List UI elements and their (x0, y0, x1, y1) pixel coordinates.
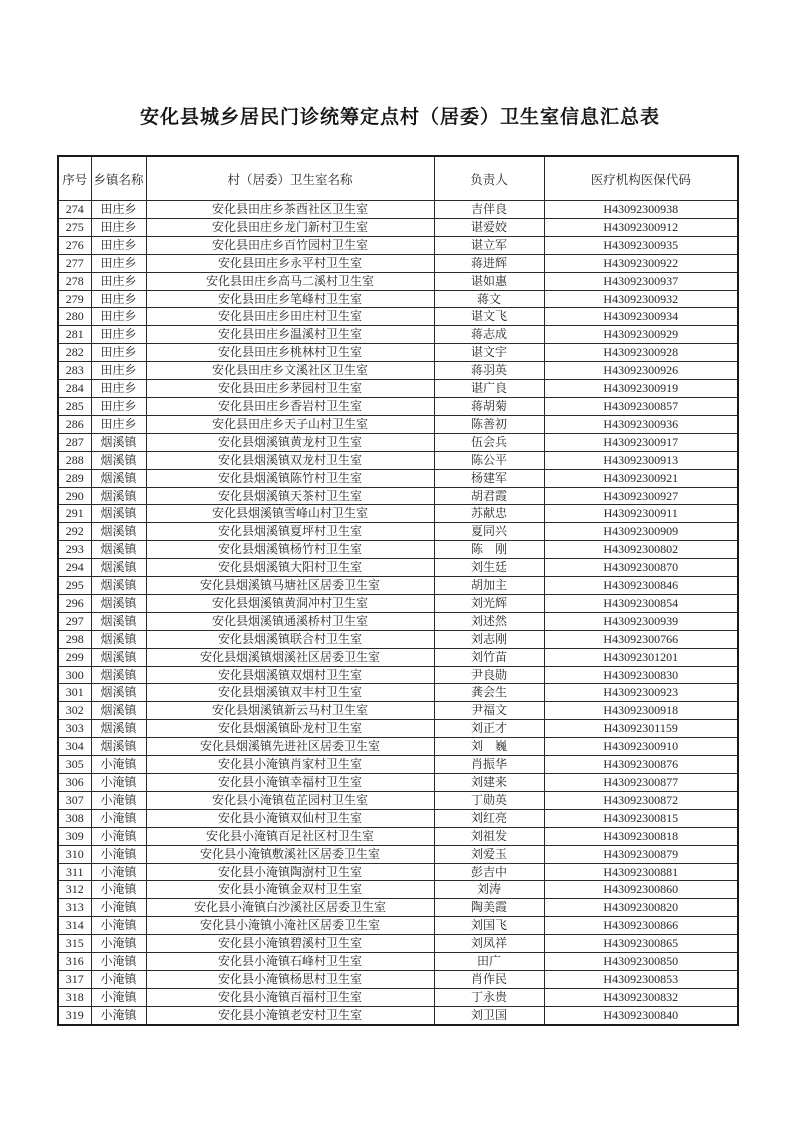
cell-person: 谌立军 (434, 236, 544, 254)
cell-clinic-name: 安化县田庄乡文溪社区卫生室 (146, 362, 434, 380)
cell-town: 田庄乡 (91, 290, 146, 308)
cell-town: 烟溪镇 (91, 666, 146, 684)
table-row (58, 702, 738, 720)
cell-insurance-code: H43092301159 (544, 720, 738, 738)
cell-clinic-name: 安化县小淹镇金双村卫生室 (146, 881, 434, 899)
table-row (58, 738, 738, 756)
table-row (58, 559, 738, 577)
cell-index: 303 (58, 720, 91, 738)
table-row (58, 308, 738, 326)
cell-town: 烟溪镇 (91, 577, 146, 595)
cell-insurance-code: H43092300865 (544, 935, 738, 953)
cell-index: 285 (58, 397, 91, 415)
cell-clinic-name: 安化县小淹镇石峰村卫生室 (146, 953, 434, 971)
table-row (58, 290, 738, 308)
table-row (58, 523, 738, 541)
cell-clinic-name: 安化县田庄乡温溪村卫生室 (146, 326, 434, 344)
cell-person: 夏同兴 (434, 523, 544, 541)
cell-index: 318 (58, 988, 91, 1006)
cell-clinic-name: 安化县烟溪镇联合村卫生室 (146, 630, 434, 648)
cell-clinic-name: 安化县小淹镇肖家村卫生室 (146, 756, 434, 774)
table-row (58, 433, 738, 451)
cell-index: 278 (58, 272, 91, 290)
cell-person: 刘爱玉 (434, 845, 544, 863)
cell-town: 田庄乡 (91, 254, 146, 272)
cell-town: 烟溪镇 (91, 612, 146, 630)
table-row (58, 953, 738, 971)
table-row (58, 630, 738, 648)
cell-insurance-code: H43092300881 (544, 863, 738, 881)
cell-clinic-name: 安化县烟溪镇天茶村卫生室 (146, 487, 434, 505)
cell-index: 309 (58, 827, 91, 845)
cell-person: 田广 (434, 953, 544, 971)
cell-person: 蒋志成 (434, 326, 544, 344)
cell-person: 刘红亮 (434, 809, 544, 827)
cell-town: 小淹镇 (91, 809, 146, 827)
cell-index: 296 (58, 594, 91, 612)
cell-index: 307 (58, 791, 91, 809)
column-header-index: 序号 (58, 156, 91, 201)
cell-index: 282 (58, 344, 91, 362)
table-row (58, 362, 738, 380)
cell-clinic-name: 安化县小淹镇杨思村卫生室 (146, 970, 434, 988)
cell-insurance-code: H43092300938 (544, 201, 738, 219)
cell-clinic-name: 安化县小淹镇百足社区村卫生室 (146, 827, 434, 845)
cell-clinic-name: 安化县田庄乡桃林村卫生室 (146, 344, 434, 362)
cell-insurance-code: H43092300927 (544, 487, 738, 505)
column-header-person: 负责人 (434, 156, 544, 201)
cell-index: 293 (58, 541, 91, 559)
cell-clinic-name: 安化县小淹镇小淹社区居委卫生室 (146, 917, 434, 935)
cell-insurance-code: H43092300911 (544, 505, 738, 523)
cell-clinic-name: 安化县田庄乡香岩村卫生室 (146, 397, 434, 415)
cell-insurance-code: H43092300934 (544, 308, 738, 326)
cell-index: 292 (58, 523, 91, 541)
cell-clinic-name: 安化县烟溪镇黄龙村卫生室 (146, 433, 434, 451)
cell-person: 谌爱姣 (434, 218, 544, 236)
cell-index: 290 (58, 487, 91, 505)
cell-clinic-name: 安化县烟溪镇夏坪村卫生室 (146, 523, 434, 541)
cell-insurance-code: H43092300876 (544, 756, 738, 774)
page-title: 安化县城乡居民门诊统筹定点村（居委）卫生室信息汇总表 (139, 107, 660, 128)
cell-town: 小淹镇 (91, 917, 146, 935)
column-header-insurance-code: 医疗机构医保代码 (544, 156, 738, 201)
cell-person: 蒋胡菊 (434, 397, 544, 415)
cell-town: 小淹镇 (91, 935, 146, 953)
table-row (58, 720, 738, 738)
cell-index: 315 (58, 935, 91, 953)
cell-index: 284 (58, 380, 91, 398)
cell-index: 276 (58, 236, 91, 254)
cell-town: 小淹镇 (91, 988, 146, 1006)
cell-town: 烟溪镇 (91, 451, 146, 469)
cell-town: 烟溪镇 (91, 594, 146, 612)
cell-insurance-code: H43092300932 (544, 290, 738, 308)
cell-insurance-code: H43092300854 (544, 594, 738, 612)
cell-index: 300 (58, 666, 91, 684)
cell-insurance-code: H43092300912 (544, 218, 738, 236)
table-row (58, 272, 738, 290)
cell-clinic-name: 安化县烟溪镇先进社区居委卫生室 (146, 738, 434, 756)
table-row (58, 809, 738, 827)
cell-clinic-name: 安化县田庄乡百竹园村卫生室 (146, 236, 434, 254)
table-row (58, 845, 738, 863)
cell-person: 谌文宇 (434, 344, 544, 362)
cell-clinic-name: 安化县小淹镇碧溪村卫生室 (146, 935, 434, 953)
table-row (58, 899, 738, 917)
cell-clinic-name: 安化县田庄乡龙门新村卫生室 (146, 218, 434, 236)
cell-town: 烟溪镇 (91, 523, 146, 541)
table-row (58, 326, 738, 344)
cell-person: 刘正才 (434, 720, 544, 738)
cell-person: 肖作民 (434, 970, 544, 988)
cell-clinic-name: 安化县烟溪镇大阳村卫生室 (146, 559, 434, 577)
table-row (58, 541, 738, 559)
cell-clinic-name: 安化县烟溪镇黄洞冲村卫生室 (146, 594, 434, 612)
cell-insurance-code: H43092300936 (544, 415, 738, 433)
cell-clinic-name: 安化县田庄乡茅园村卫生室 (146, 380, 434, 398)
cell-index: 306 (58, 774, 91, 792)
clinic-summary-table (57, 155, 739, 1026)
cell-clinic-name: 安化县烟溪镇陈竹村卫生室 (146, 469, 434, 487)
cell-town: 小淹镇 (91, 881, 146, 899)
cell-town: 田庄乡 (91, 415, 146, 433)
cell-person: 尹福文 (434, 702, 544, 720)
cell-insurance-code: H43092300913 (544, 451, 738, 469)
cell-town: 烟溪镇 (91, 684, 146, 702)
cell-insurance-code: H43092300850 (544, 953, 738, 971)
cell-index: 319 (58, 1006, 91, 1024)
cell-insurance-code: H43092300870 (544, 559, 738, 577)
table-row (58, 415, 738, 433)
cell-clinic-name: 安化县小淹镇白沙溪社区居委卫生室 (146, 899, 434, 917)
cell-town: 烟溪镇 (91, 702, 146, 720)
cell-clinic-name: 安化县烟溪镇新云马村卫生室 (146, 702, 434, 720)
cell-insurance-code: H43092300860 (544, 881, 738, 899)
cell-town: 田庄乡 (91, 272, 146, 290)
cell-person: 陈善初 (434, 415, 544, 433)
table-row (58, 397, 738, 415)
cell-town: 田庄乡 (91, 326, 146, 344)
cell-index: 295 (58, 577, 91, 595)
cell-person: 刘志刚 (434, 630, 544, 648)
cell-town: 小淹镇 (91, 1006, 146, 1024)
cell-insurance-code: H43092300929 (544, 326, 738, 344)
cell-person: 刘生廷 (434, 559, 544, 577)
table-row (58, 344, 738, 362)
table-row (58, 970, 738, 988)
cell-person: 吉伴良 (434, 201, 544, 219)
cell-person: 胡加主 (434, 577, 544, 595)
table-row (58, 505, 738, 523)
cell-person: 陶美霞 (434, 899, 544, 917)
cell-clinic-name: 安化县小淹镇百福村卫生室 (146, 988, 434, 1006)
cell-insurance-code: H43092300857 (544, 397, 738, 415)
cell-clinic-name: 安化县田庄乡田庄村卫生室 (146, 308, 434, 326)
cell-clinic-name: 安化县烟溪镇通溪桥村卫生室 (146, 612, 434, 630)
cell-person: 谌文飞 (434, 308, 544, 326)
cell-person: 彭吉中 (434, 863, 544, 881)
cell-clinic-name: 安化县小淹镇苞芷园村卫生室 (146, 791, 434, 809)
cell-person: 丁永贵 (434, 988, 544, 1006)
cell-town: 田庄乡 (91, 201, 146, 219)
cell-index: 312 (58, 881, 91, 899)
table-row (58, 487, 738, 505)
cell-index: 299 (58, 648, 91, 666)
cell-insurance-code: H43092300921 (544, 469, 738, 487)
cell-town: 烟溪镇 (91, 559, 146, 577)
cell-clinic-name: 安化县田庄乡笔峰村卫生室 (146, 290, 434, 308)
table-row (58, 827, 738, 845)
cell-insurance-code: H43092300937 (544, 272, 738, 290)
cell-person: 刘涛 (434, 881, 544, 899)
cell-insurance-code: H43092300815 (544, 809, 738, 827)
cell-town: 田庄乡 (91, 380, 146, 398)
cell-town: 烟溪镇 (91, 541, 146, 559)
cell-insurance-code: H43092300922 (544, 254, 738, 272)
cell-person: 刘国飞 (434, 917, 544, 935)
cell-town: 烟溪镇 (91, 505, 146, 523)
cell-person: 刘光辉 (434, 594, 544, 612)
cell-town: 烟溪镇 (91, 648, 146, 666)
cell-town: 小淹镇 (91, 756, 146, 774)
table-row (58, 469, 738, 487)
table-row (58, 917, 738, 935)
cell-clinic-name: 安化县烟溪镇双烟村卫生室 (146, 666, 434, 684)
cell-person: 谌如惠 (434, 272, 544, 290)
table-row (58, 684, 738, 702)
cell-person: 陈公平 (434, 451, 544, 469)
table-row (58, 612, 738, 630)
cell-person: 陈 刚 (434, 541, 544, 559)
cell-clinic-name: 安化县烟溪镇雪峰山村卫生室 (146, 505, 434, 523)
cell-person: 龚会生 (434, 684, 544, 702)
cell-town: 烟溪镇 (91, 630, 146, 648)
cell-clinic-name: 安化县烟溪镇马塘社区居委卫生室 (146, 577, 434, 595)
cell-insurance-code: H43092300917 (544, 433, 738, 451)
cell-clinic-name: 安化县小淹镇双仙村卫生室 (146, 809, 434, 827)
cell-clinic-name: 安化县烟溪镇烟溪社区居委卫生室 (146, 648, 434, 666)
cell-town: 田庄乡 (91, 236, 146, 254)
cell-index: 310 (58, 845, 91, 863)
cell-person: 蒋羽英 (434, 362, 544, 380)
cell-insurance-code: H43092300818 (544, 827, 738, 845)
cell-clinic-name: 安化县小淹镇幸福村卫生室 (146, 774, 434, 792)
cell-index: 294 (58, 559, 91, 577)
cell-town: 小淹镇 (91, 953, 146, 971)
cell-index: 311 (58, 863, 91, 881)
cell-person: 苏献忠 (434, 505, 544, 523)
cell-index: 313 (58, 899, 91, 917)
cell-person: 伍会兵 (434, 433, 544, 451)
table-header-row (58, 156, 738, 201)
cell-insurance-code: H43092300928 (544, 344, 738, 362)
cell-insurance-code: H43092300910 (544, 738, 738, 756)
column-header-town: 乡镇名称 (91, 156, 146, 201)
cell-index: 288 (58, 451, 91, 469)
cell-town: 小淹镇 (91, 970, 146, 988)
table-row (58, 881, 738, 899)
cell-town: 烟溪镇 (91, 720, 146, 738)
cell-person: 谌广良 (434, 380, 544, 398)
table-header (58, 156, 738, 201)
table-row (58, 254, 738, 272)
cell-town: 烟溪镇 (91, 469, 146, 487)
cell-town: 烟溪镇 (91, 738, 146, 756)
cell-insurance-code: H43092300939 (544, 612, 738, 630)
cell-index: 297 (58, 612, 91, 630)
cell-insurance-code: H43092300846 (544, 577, 738, 595)
cell-town: 田庄乡 (91, 397, 146, 415)
cell-person: 刘竹苗 (434, 648, 544, 666)
cell-town: 小淹镇 (91, 899, 146, 917)
cell-person: 尹良勋 (434, 666, 544, 684)
cell-town: 田庄乡 (91, 218, 146, 236)
cell-town: 小淹镇 (91, 827, 146, 845)
cell-town: 小淹镇 (91, 791, 146, 809)
cell-person: 刘 巍 (434, 738, 544, 756)
table-row (58, 577, 738, 595)
cell-insurance-code: H43092300909 (544, 523, 738, 541)
cell-insurance-code: H43092300840 (544, 1006, 738, 1024)
table-body (58, 201, 738, 1025)
cell-insurance-code: H43092301201 (544, 648, 738, 666)
cell-insurance-code: H43092300866 (544, 917, 738, 935)
cell-index: 304 (58, 738, 91, 756)
cell-clinic-name: 安化县田庄乡天子山村卫生室 (146, 415, 434, 433)
cell-person: 杨建军 (434, 469, 544, 487)
cell-index: 308 (58, 809, 91, 827)
cell-person: 丁勋英 (434, 791, 544, 809)
cell-index: 298 (58, 630, 91, 648)
cell-insurance-code: H43092300853 (544, 970, 738, 988)
cell-index: 301 (58, 684, 91, 702)
cell-insurance-code: H43092300820 (544, 899, 738, 917)
table-row (58, 594, 738, 612)
cell-index: 274 (58, 201, 91, 219)
cell-index: 316 (58, 953, 91, 971)
cell-index: 287 (58, 433, 91, 451)
table-row (58, 236, 738, 254)
cell-clinic-name: 安化县小淹镇陶澍村卫生室 (146, 863, 434, 881)
table-row (58, 201, 738, 219)
cell-insurance-code: H43092300918 (544, 702, 738, 720)
cell-person: 刘卫国 (434, 1006, 544, 1024)
cell-index: 275 (58, 218, 91, 236)
cell-town: 田庄乡 (91, 362, 146, 380)
cell-clinic-name: 安化县田庄乡高马二溪村卫生室 (146, 272, 434, 290)
cell-clinic-name: 安化县烟溪镇双龙村卫生室 (146, 451, 434, 469)
table-row (58, 988, 738, 1006)
cell-insurance-code: H43092300923 (544, 684, 738, 702)
cell-insurance-code: H43092300830 (544, 666, 738, 684)
cell-insurance-code: H43092300832 (544, 988, 738, 1006)
table-row (58, 380, 738, 398)
cell-insurance-code: H43092300879 (544, 845, 738, 863)
cell-index: 291 (58, 505, 91, 523)
table-row (58, 774, 738, 792)
cell-town: 田庄乡 (91, 344, 146, 362)
cell-clinic-name: 安化县烟溪镇双丰村卫生室 (146, 684, 434, 702)
table-row (58, 666, 738, 684)
cell-insurance-code: H43092300877 (544, 774, 738, 792)
table-row (58, 451, 738, 469)
table-row (58, 756, 738, 774)
cell-town: 烟溪镇 (91, 487, 146, 505)
table-row (58, 791, 738, 809)
cell-index: 317 (58, 970, 91, 988)
cell-index: 289 (58, 469, 91, 487)
table-row (58, 863, 738, 881)
cell-town: 小淹镇 (91, 845, 146, 863)
cell-person: 刘述然 (434, 612, 544, 630)
cell-person: 蒋进辉 (434, 254, 544, 272)
cell-insurance-code: H43092300935 (544, 236, 738, 254)
cell-town: 烟溪镇 (91, 433, 146, 451)
cell-person: 刘凤祥 (434, 935, 544, 953)
cell-person: 刘祖发 (434, 827, 544, 845)
cell-insurance-code: H43092300872 (544, 791, 738, 809)
table-row (58, 218, 738, 236)
cell-index: 280 (58, 308, 91, 326)
cell-town: 小淹镇 (91, 774, 146, 792)
cell-town: 田庄乡 (91, 308, 146, 326)
cell-clinic-name: 安化县烟溪镇卧龙村卫生室 (146, 720, 434, 738)
cell-clinic-name: 安化县烟溪镇杨竹村卫生室 (146, 541, 434, 559)
cell-person: 肖振华 (434, 756, 544, 774)
cell-insurance-code: H43092300926 (544, 362, 738, 380)
cell-index: 283 (58, 362, 91, 380)
table-row (58, 1006, 738, 1024)
cell-index: 286 (58, 415, 91, 433)
cell-insurance-code: H43092300802 (544, 541, 738, 559)
cell-index: 305 (58, 756, 91, 774)
cell-index: 279 (58, 290, 91, 308)
column-header-clinic-name: 村（居委）卫生室名称 (146, 156, 434, 201)
cell-town: 小淹镇 (91, 863, 146, 881)
cell-clinic-name: 安化县田庄乡茶酉社区卫生室 (146, 201, 434, 219)
table-row (58, 648, 738, 666)
cell-index: 277 (58, 254, 91, 272)
cell-clinic-name: 安化县小淹镇老安村卫生室 (146, 1006, 434, 1024)
cell-index: 302 (58, 702, 91, 720)
cell-person: 蒋文 (434, 290, 544, 308)
cell-clinic-name: 安化县小淹镇敷溪社区居委卫生室 (146, 845, 434, 863)
cell-insurance-code: H43092300919 (544, 380, 738, 398)
cell-clinic-name: 安化县田庄乡永平村卫生室 (146, 254, 434, 272)
cell-index: 314 (58, 917, 91, 935)
table-row (58, 935, 738, 953)
cell-index: 281 (58, 326, 91, 344)
cell-person: 胡君霞 (434, 487, 544, 505)
cell-insurance-code: H43092300766 (544, 630, 738, 648)
cell-person: 刘建来 (434, 774, 544, 792)
